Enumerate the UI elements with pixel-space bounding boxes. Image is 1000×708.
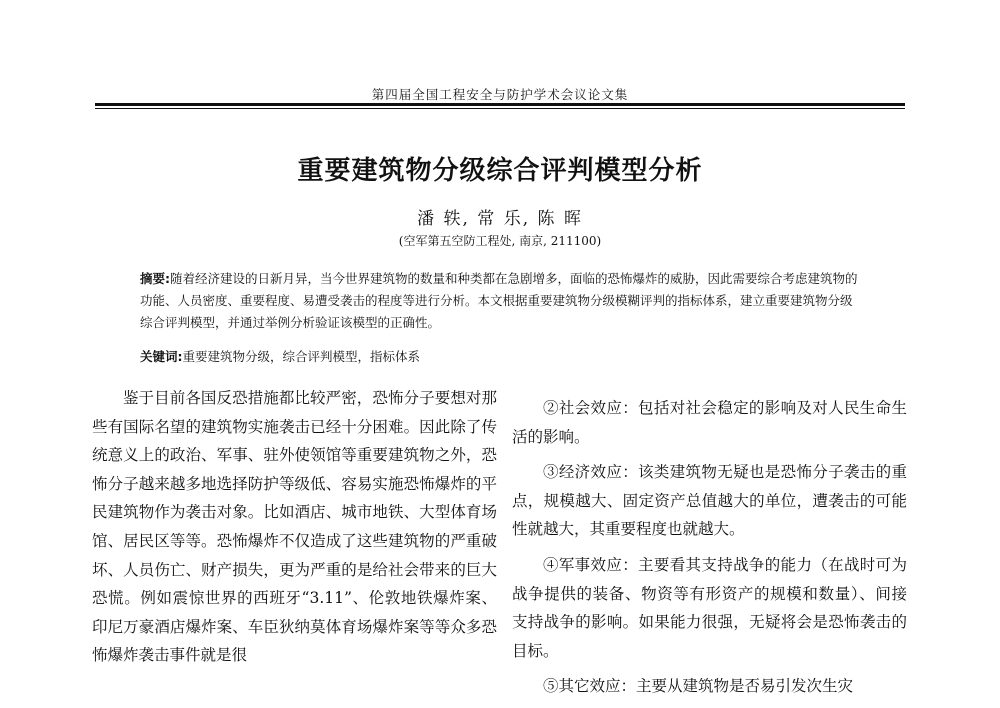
paper-title: 重要建筑物分级综合评判模型分析: [297, 156, 703, 186]
abstract-label: 摘要:: [140, 271, 170, 286]
paper-affiliation: (空军第五空防工程处, 南京, 211100): [398, 234, 602, 248]
abstract: [140, 268, 860, 334]
right-column: [512, 394, 907, 708]
keywords-label: 关键词:: [140, 349, 183, 364]
keywords-text: 重要建筑物分级，综合评判模型，指标体系: [182, 349, 421, 364]
paragraph-military-effect: ④军事效应：主要看其支持战争的能力（在战时可为战争提供的装备、物资等有形资产的规模和数量）、间接支持战争的影响。如果能力很强，无疑将会是恐怖袭击的目标。: [512, 555, 907, 660]
header-rule-thick: [95, 103, 905, 106]
header-rule-thin: [95, 108, 905, 109]
running-header: 第四届全国工程安全与防护学术会议论文集: [371, 87, 629, 102]
abstract-text: 随着经济建设的日新月异，当今世界建筑物的数量和种类都在急剧增多，面临的恐怖爆炸的威胁，因此需要综合考虑建筑物的功能、人员密度、重要程度、易遭受袭击的程度等进行分析。本文根据重要建筑物分级模糊评判的指标体系，建立重要建筑物分级综合评判模型，并通过举例分析验证该模型的正确性。: [140, 271, 858, 330]
paragraph-other-effect: ⑤其它效应：主要从建筑物是否易引发次生灾: [543, 677, 854, 696]
paper-authors: 潘 轶, 常 乐, 陈 晖: [417, 209, 583, 229]
keywords: [140, 346, 860, 368]
paragraph-economic-effect: ③经济效应：该类建筑物无疑也是恐怖分子袭击的重点，规模越大、固定资产总值越大的单位，遭袭击的可能性就越大，其重要程度也就越大。: [512, 463, 907, 539]
left-column-paragraph: 鉴于目前各国反恐措施都比较严密，恐怖分子要想对那些有国际名望的建筑物实施袭击已经十分困难。因此除了传统意义上的政治、军事、驻外使领馆等重要建筑物之外，恐怖分子越来越多地选择防护等级低、容易实施恐怖爆炸的平民建筑物作为袭击对象。比如酒店、城市地铁、大型体育场馆、居民区等等。恐怖爆炸不仅造成了这些建筑物的严重破坏、人员伤亡、财产损失，更为严重的是给社会带来的巨大恐慌。例如震惊世界的西班牙“3.11”、伦敦地铁爆炸案、印尼万豪酒店爆炸案、车臣狄纳莫体育场爆炸案等等众多恐怖爆炸袭击事件就是很: [92, 389, 497, 665]
paragraph-social-effect: ②社会效应：包括对社会稳定的影响及对人民生命生活的影响。: [512, 399, 907, 446]
